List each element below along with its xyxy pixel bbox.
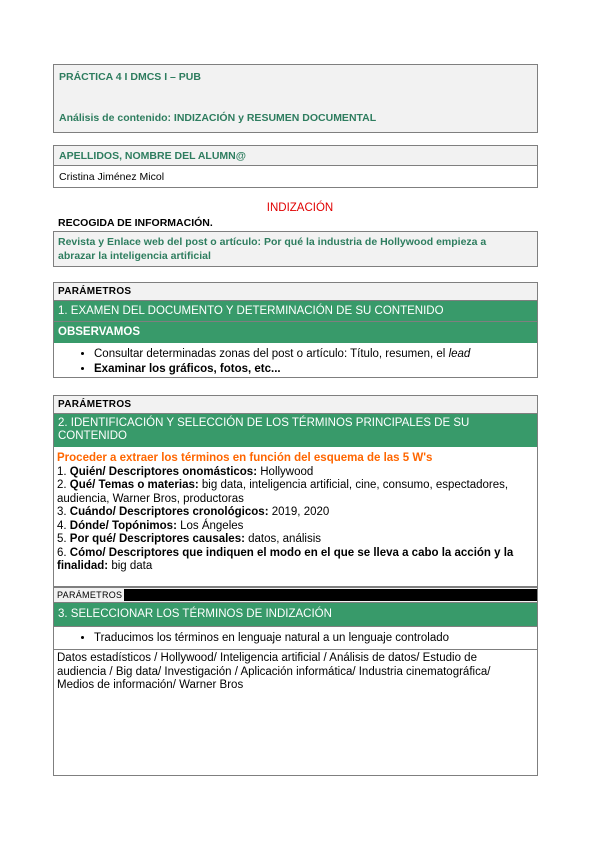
index-terms [57,652,535,693]
block-3-heading: 3. SELECCIONAR LOS TÉRMINOS DE INDIZACIÓN [54,603,537,627]
practice-title: PRÁCTICA 4 I DMCS I – PUB [59,71,201,83]
item-como-value: big data [108,560,153,572]
proceder-text: Proceder a extraer los términos en función del esquema de las 5 W's [57,452,433,464]
item-cuando-value: 2019, 2020 [268,506,330,518]
item-que [57,479,535,493]
item-donde [57,520,535,534]
student-label: APELLIDOS, NOMBRE DEL ALUMN@ [54,146,537,166]
index-terms-line-1: Datos estadísticos / Hollywood/ Inteligencia artificial / Análisis de datos/ Estudio de [57,652,477,664]
item-que-label: Qué/ Temas o materias: [69,479,199,491]
student-name: Cristina Jiménez Micol [59,171,165,183]
block-1-bullets [62,347,532,377]
item-donde-num: 4. [57,519,70,532]
black-bar [124,589,537,601]
revista-box [53,231,538,267]
block-3-divider [54,649,537,650]
item-porque-num: 5. [57,533,70,545]
bullet-traducimos: • Traducimos los términos en lenguaje natural a un lenguaje controlado [94,631,532,646]
item-cuando-label: Cuándo/ Descriptores cronológicos: [69,506,269,518]
block-3 [53,587,538,776]
item-cuando-num: 3. [57,506,70,518]
bullet-consultar [94,347,532,362]
item-porque-value: datos, análisis [244,533,322,545]
recogida-label: RECOGIDA DE INFORMACIÓN. [58,217,213,229]
item-porque-label: Por qué/ Descriptores causales: [69,533,245,545]
block-1-heading: 1. EXAMEN DEL DOCUMENTO Y DETERMINACIÓN DE SU CONTENIDO [54,301,537,322]
student-box [53,145,538,188]
item-como-label-2: finalidad: [57,560,109,572]
block-1 [53,282,538,378]
item-que-continued: audiencia, Warner Bros, productoras [57,492,244,505]
item-quien-value: Hollywood [257,465,314,478]
bullet-consultar-text: Consultar determinadas zonas del post o artículo: Título, resumen, el [94,348,449,360]
block-2-parametros: PARÁMETROS [54,396,537,414]
item-quien [57,466,535,480]
block-1-subheading: OBSERVAMOS [54,322,537,343]
item-cuando [57,506,535,520]
block-3-parametros: PARÁMETROS [57,590,123,600]
analysis-title: Análisis de contenido: INDIZACIÓN y RESUMEN DOCUMENTAL [59,112,377,124]
item-como-num: 6. [57,546,70,559]
block-2-content [57,452,535,574]
item-como-continued [57,560,535,574]
block-2-heading-line-1: 2. IDENTIFICACIÓN Y SELECCIÓN DE LOS TÉRMINOS PRINCIPALES DE SU [58,417,470,429]
item-porque [57,533,535,547]
section-title: INDIZACIÓN [266,202,334,214]
item-donde-label: Dónde/ Topónimos: [69,519,177,532]
index-terms-line-2: audiencia / Big data/ Investigación / Aplicación informática/ Industria cinematográfica/ [57,665,491,678]
item-que-num: 2. [57,479,70,491]
item-que-value-1: big data, inteligencia artificial, cine, consumo, espectadores, [198,479,509,491]
block-3-parametros-row [54,588,537,603]
block-2 [53,395,538,587]
item-donde-value: Los Ángeles [176,519,244,532]
practice-header-box [53,64,538,133]
block-2-heading-line-2: CONTENIDO [58,430,127,442]
item-quien-num: 1. [57,465,70,478]
item-como [57,547,535,561]
block-2-heading [54,414,537,447]
revista-line-1: Revista y Enlace web del post o artículo: Por qué la industria de Hollywood empieza a [58,236,487,248]
bullet-lead-italic: lead [448,348,471,360]
item-como-label-1: Cómo/ Descriptores que indiquen el modo en el que se lleva a cabo la acción y la [69,546,514,559]
block-3-bullets [62,631,532,646]
block-1-parametros: PARÁMETROS [54,283,537,301]
bullet-examinar: • Examinar los gráficos, fotos, etc... [94,362,532,377]
revista-line-2: abrazar la inteligencia artificial [58,250,211,262]
item-quien-label: Quién/ Descriptores onomásticos: [69,465,258,478]
index-terms-line-3: Medios de información/ Warner Bros [57,679,244,691]
